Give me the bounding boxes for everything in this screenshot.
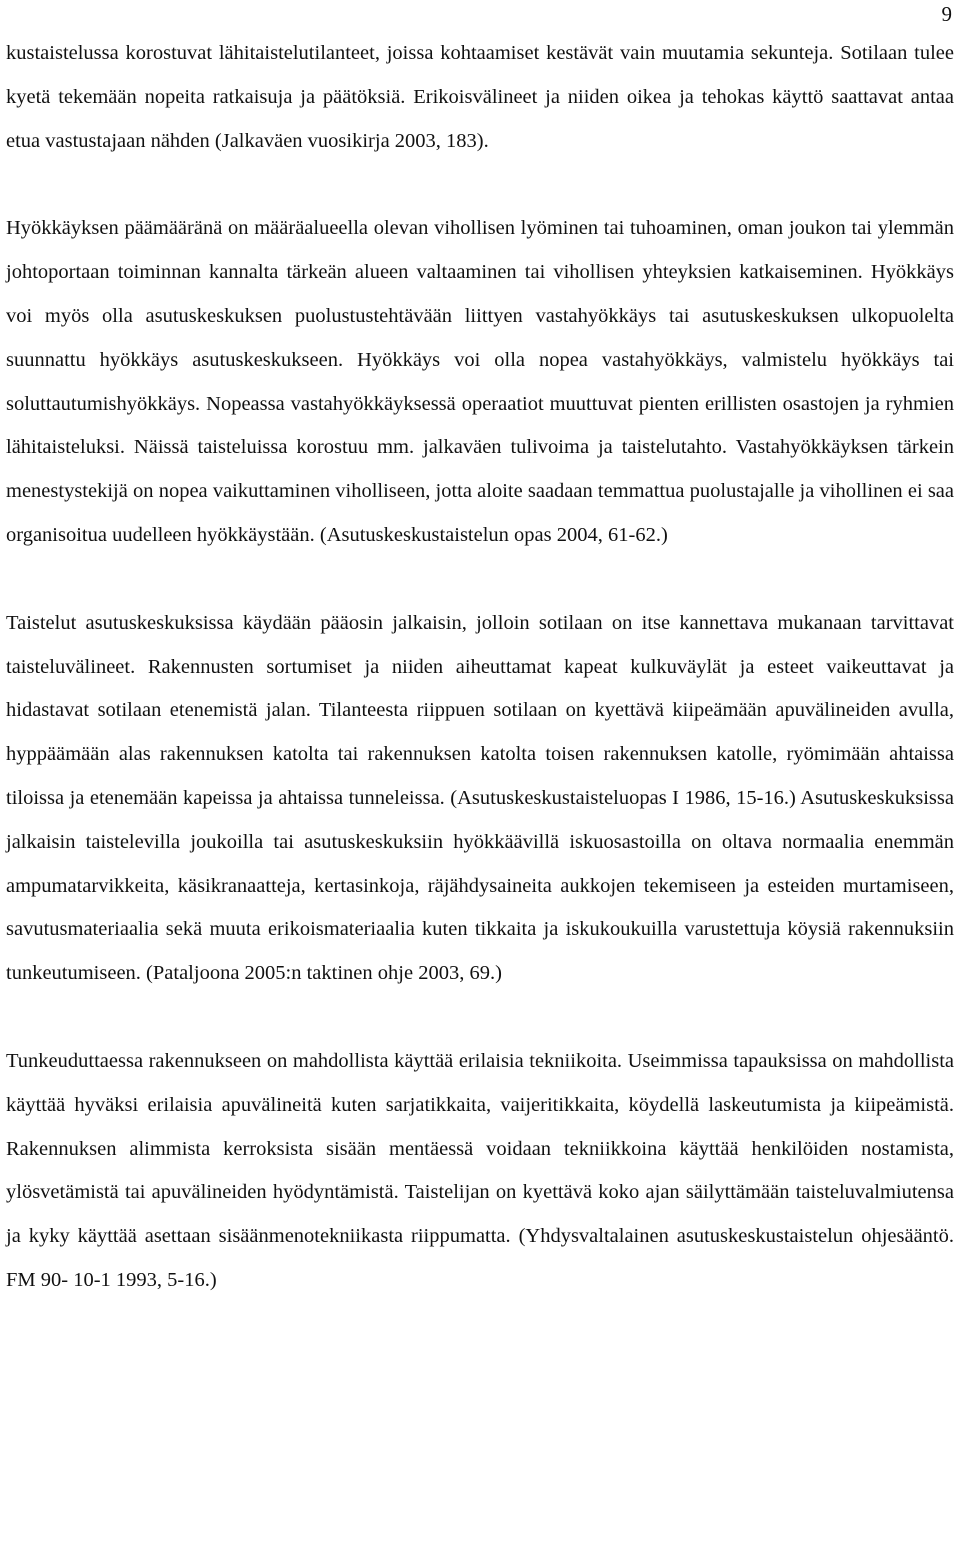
paragraph-4: Tunkeuduttaessa rakennukseen on mahdollista käyttää erilaisia tekniikoita. Useimmissa tapauksissa on mahdollista käyttää hyväksi erilaisia apuvälineitä kuten sarjatikkaita, vaijeritikkaita, köydellä laskeutumista ja kiipeämistä. Rakennuksen alimmista kerroksista sisään mentäessä voidaan tekniikkoina käyttää henkilöiden nostamista, ylösvetämistä tai apuvälineiden hyödyntämistä. Taistelijan on kyettävä koko ajan säilyttämään taisteluvalmiutensa ja kyky käyttää asettaan sisäänmenotekniikasta riippumatta. (Yhdysvaltalainen asutuskeskustaistelun ohjesääntö. FM 90- 10-1 1993, 5-16.) — [6, 1049, 954, 1291]
document-body — [6, 32, 954, 1303]
paragraph-2: Hyökkäyksen päämääränä on määräalueella olevan vihollisen lyöminen tai tuhoaminen, oman joukon tai ylemmän johtoportaan toiminnan kannalta tärkeän alueen valtaaminen tai vihollisen yhteyksien katkaiseminen. Hyökkäys voi myös olla asutuskeskuksen puolustustehtävään liittyen vastahyökkäys tai asutuskeskuksen ulkopuolelta suunnattu hyökkäys asutuskeskukseen. Hyökkäys voi olla nopea vastahyökkäys, valmistelu hyökkäys tai soluttautumishyökkäys. Nopeassa vastahyökkäyksessä operaatiot muuttuvat pienten erillisten osastojen ja ryhmien lähitaisteluksi. Näissä taisteluissa korostuu mm. jalkaväen tulivoima ja taistelutahto. Vastahyökkäyksen tärkein menestystekijä on nopea vaikuttaminen viholliseen, jotta aloite saadaan temmattua puolustajalle ja vihollinen ei saa organisoitua uudelleen hyökkäystään. (Asutuskeskustaistelun opas 2004, 61-62.) — [6, 217, 954, 546]
paragraph-3: Taistelut asutuskeskuksissa käydään pääosin jalkaisin, jolloin sotilaan on itse kannettava mukanaan tarvittavat taisteluvälineet. Rakennusten sortumiset ja niiden aiheuttamat kapeat kulkuväylät ja esteet vaikeuttavat ja hidastavat sotilaan etenemistä jalan. Tilanteesta riippuen sotilaan on kyettävä kiipeämään apuvälineiden avulla, hyppäämään alas rakennuksen katolta tai rakennuksen katolta toisen rakennuksen katolle, ryömimään ahtaissa tiloissa ja etenemään kapeissa ja ahtaissa tunneleissa. (Asutuskeskustaisteluopas I 1986, 15-16.) Asutuskeskuksissa jalkaisin taistelevilla joukoilla tai asutuskeskuksiin hyökkäävillä iskuosastoilla on oltava normaalia enemmän ampumatarvikkeita, käsikranaatteja, kertasinkoja, räjähdysaineita aukkojen tekemiseen ja esteiden murtamiseen, savutusmateriaalia sekä muuta erikoismateriaalia kuten tikkaita ja iskukoukuilla varustettuja köysiä rakennuksiin tunkeutumiseen. (Pataljoona 2005:n taktinen ohje 2003, 69.) — [6, 611, 954, 985]
paragraph-1: kustaistelussa korostuvat lähitaistelutilanteet, joissa kohtaamiset kestävät vain muutamia sekunteja. Sotilaan tulee kyetä tekemään nopeita ratkaisuja ja päätöksiä. Erikoisvälineet ja niiden oikea ja tehokas käyttö saattavat antaa etua vastustajaan nähden (Jalkaväen vuosikirja 2003, 183). — [6, 42, 954, 152]
page-number: 9 — [941, 2, 952, 26]
